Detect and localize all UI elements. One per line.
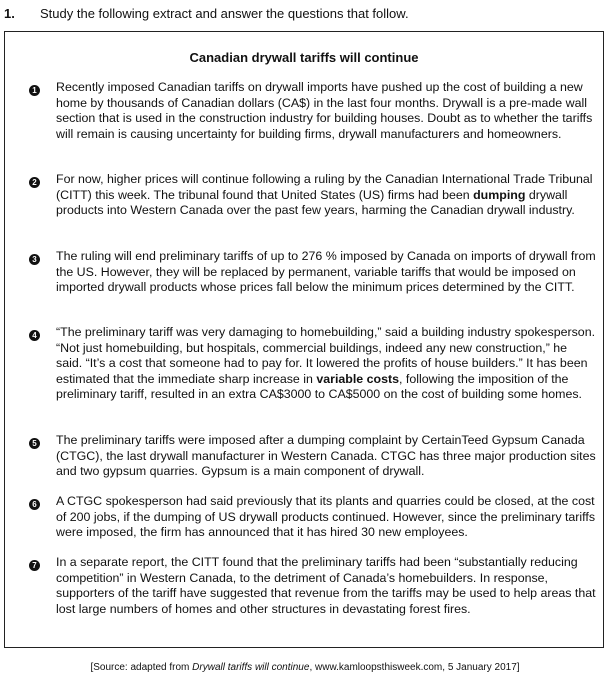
paragraph-marker-1: 1 [29,85,40,96]
paragraph-marker-2: 2 [29,177,40,188]
source-citation [0,662,610,673]
paragraph-2-text-b: drywall products into Western Canada over the past few years, harming the Canadian drywall industry. [56,187,575,218]
paragraph-4-text-b: , following the imposition of the preliminary tariff, resulted in an extra CA$3000 to CA$5000 on the cost of building some homes. [56,371,582,402]
paragraph-2-bold-term: dumping [473,187,526,202]
source-title: Drywall tariffs will continue [192,662,310,673]
paragraph-6: A CTGC spokesperson had said previously that its plants and quarries could be closed, at the cost of 200 jobs, if the dumping of US drywall products continued. However, since the preliminary tariffs were imposed, the firm has announced that it has hired 30 new employees. [56,494,596,540]
paragraph-7: In a separate report, the CITT found that the preliminary tariffs had been “substantially reducing competition” in Western Canada, to the detriment of Canada’s homebuilders. In response, supporters of the tariff have suggested that revenue from the tariffs may be used to help areas that lost large numbers of homes and other structures in devastating forest fires. [56,555,596,616]
paragraph-4-bold-term: variable costs [316,371,399,386]
paragraph-marker-4: 4 [29,330,40,341]
source-suffix: , www.kamloopsthisweek.com, 5 January 2017] [309,662,520,673]
paragraph-2 [56,172,596,219]
question-instruction: Study the following extract and answer the questions that follow. [40,6,409,21]
paragraph-marker-3: 3 [29,254,40,265]
question-number: 1. [4,6,15,21]
paragraph-1: Recently imposed Canadian tariffs on drywall imports have pushed up the cost of building a new home by thousands of Canadian dollars (CA$) in the last four months. Drywall is a pre-made wall section that is used in the construction industry for building houses. Doubt as to whether the tariffs will remain is causing uncertainty for building firms, drywall manufacturers and homeowners. [56,80,593,141]
extract-title: Canadian drywall tariffs will continue [189,50,419,65]
paragraph-2-text-a: For now, higher prices will continue following a ruling by the Canadian International Trade Tribunal (CITT) this week. The tribunal found that United States (US) firms had been [56,172,593,202]
paragraph-3: The ruling will end preliminary tariffs of up to 276 % imposed by Canada on imports of drywall from the US. However, they will be replaced by permanent, variable tariffs that would be imposed on imported drywall products whose prices fall below the minimum prices determined by the CITT. [56,249,596,295]
extract-box [4,31,604,648]
source-prefix: [Source: adapted from [90,662,193,673]
paragraph-4-text-a: “The preliminary tariff was very damaging to homebuilding,” said a building industry spokesperson. “Not just homebuilding, but hospitals, commercial buildings, indeed any new construction,” he said. “It’s a cost that someone had to pay for. It lowered the profits of house builders.” It has been estimated that the immediate sharp increase in [56,325,596,386]
paragraph-5: The preliminary tariffs were imposed after a dumping complaint by CertainTeed Gypsum Canada (CTGC), the last drywall manufacturer in Western Canada. CTGC has three major production sites and two gypsum quarries. Gypsum is a main component of drywall. [56,433,596,479]
paragraph-marker-7: 7 [29,560,40,571]
paragraph-marker-6: 6 [29,499,40,510]
paragraph-4 [56,325,596,403]
paragraph-marker-5: 5 [29,438,40,449]
